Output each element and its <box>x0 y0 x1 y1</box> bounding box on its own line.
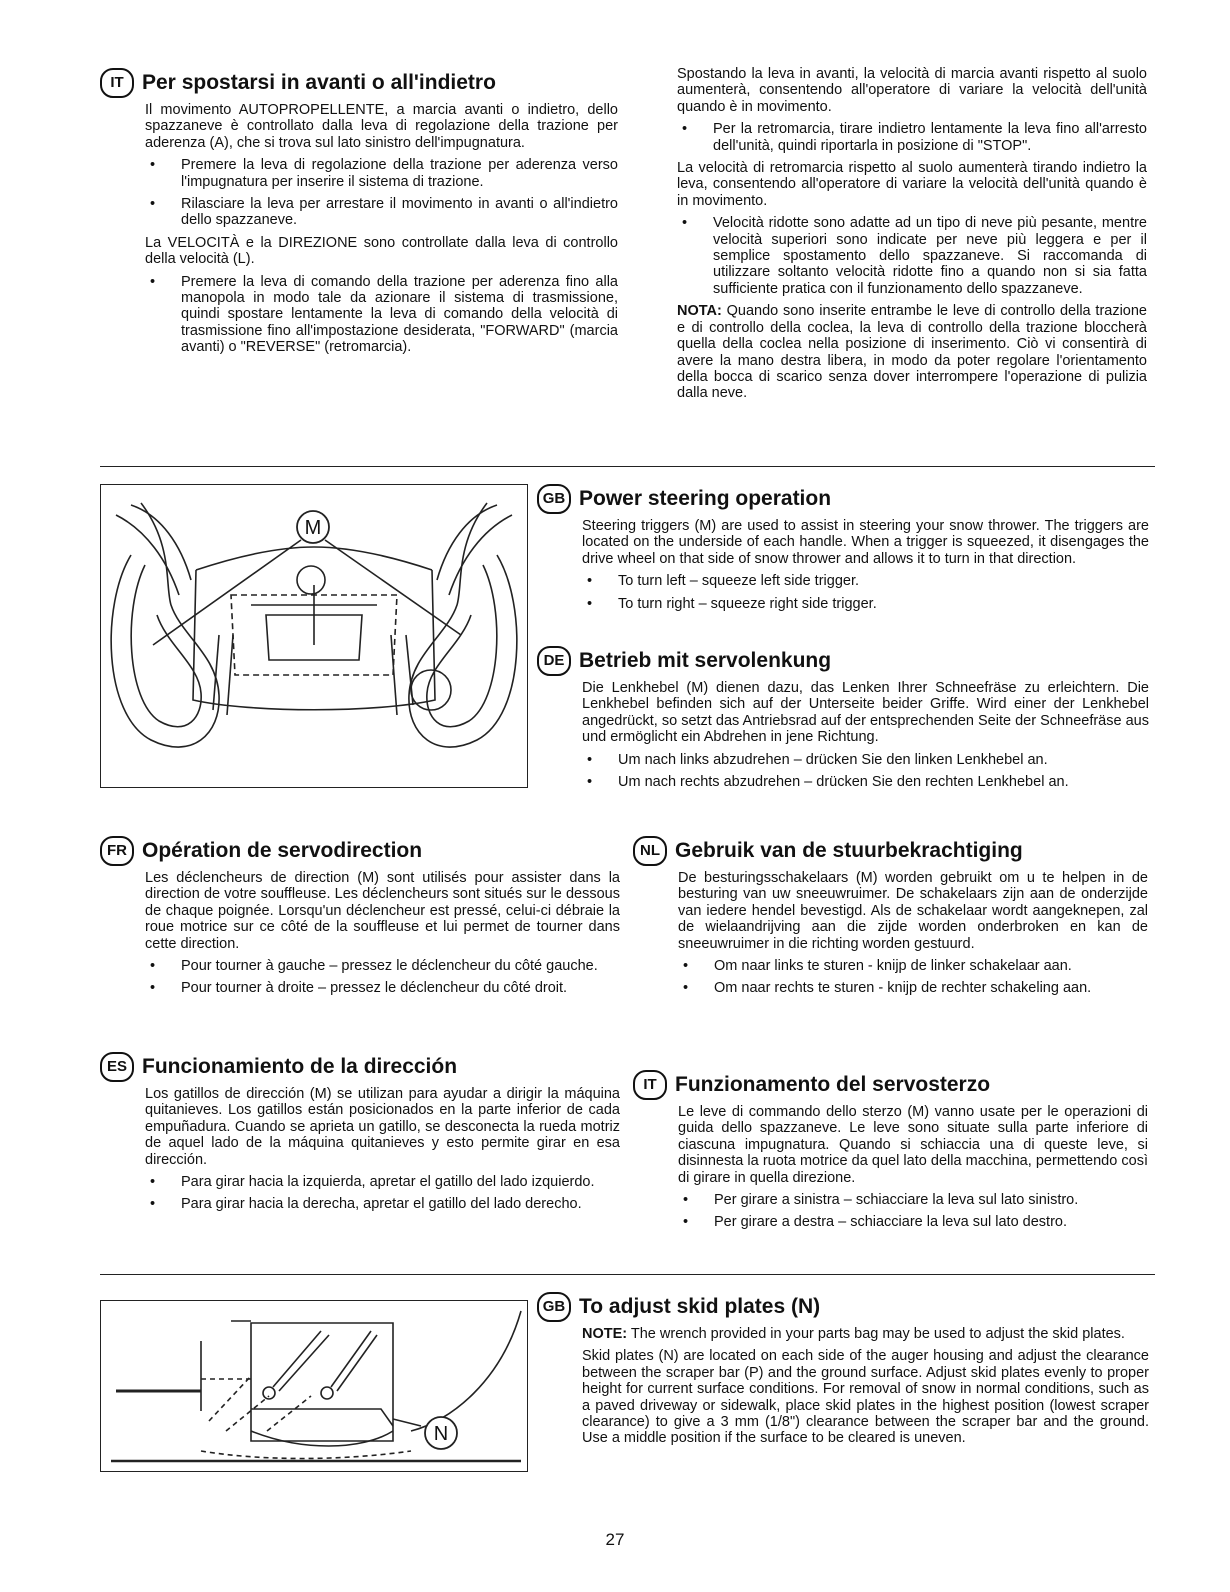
section-heading <box>100 1052 620 1082</box>
note-text: The wrench provided in your parts bag may be used to adjust the skid plates. <box>627 1326 1125 1342</box>
section-heading <box>633 1070 1148 1100</box>
paragraph: De besturingsschakelaars (M) worden gebruikt om u te helpen in de besturing van uw sneeuwruimer. De schakelaars zijn aan de onderzijde van iedere hendel bevestigd. Als de schakelaar wordt aangeknepen, zal de wielaandrijving aan die zijde worden onderbroken en kan de sneeuwruimer in die richting worden gestuurd. <box>678 870 1148 952</box>
lang-badge-icon: GB <box>537 1292 571 1322</box>
lang-badge-icon: GB <box>537 484 571 514</box>
divider <box>100 1274 1155 1275</box>
note-paragraph <box>582 1326 1149 1342</box>
paragraph: Le leve di commando dello sterzo (M) vanno usate per le operazioni di guida dello spazzaneve. Le leve sono situate sulla parte inferiore di ciascuna impugnatura. Quando si schiaccia una di queste leve, si disinnesta la ruota motrice da quel lato della macchina, permettendo così di girare in quella direzione. <box>678 1104 1148 1186</box>
section-title: Funcionamiento de la dirección <box>142 1055 458 1078</box>
bullet-item: • Premere la leva di regolazione della trazione per aderenza verso l'impugnatura per inserire il sistema di trazione. <box>145 157 618 190</box>
bullet-item: • Pour tourner à gauche – pressez le déclencheur du côté gauche. <box>145 958 620 974</box>
section-nl-stuurbekrachtiging <box>633 836 1148 1003</box>
section-heading <box>633 836 1148 866</box>
lang-badge-icon: ES <box>100 1052 134 1082</box>
bullet-item: • Rilasciare la leva per arrestare il movimento in avanti o all'indietro dello spazzaneve. <box>145 196 618 229</box>
paragraph: La velocità di retromarcia rispetto al suolo aumenterà tirando indietro la leva, consentendo all'operatore di variare la velocità dell'unità quando è in movimento. <box>677 160 1147 209</box>
section-title: Per spostarsi in avanti o all'indietro <box>142 71 496 94</box>
section-it-forward-reverse <box>100 68 618 362</box>
lang-badge-icon: FR <box>100 836 134 866</box>
bullet-item: • Um nach rechts abzudrehen – drücken Sie den rechten Lenkhebel an. <box>582 774 1149 790</box>
section-fr-servodirection <box>100 836 620 1003</box>
paragraph: Die Lenkhebel (M) dienen dazu, das Lenken Ihrer Schneefräse zu erleichtern. Die Lenkhebel befinden sich auf der Unterseite beider Griffe. Wird einer der Lenkhebel angedrückt, so setzt das Antriebsrad auf der entsprechenden Seite der Schneefräse aus und ermöglicht ein Abdrehen in jene Richtung. <box>582 680 1149 746</box>
bullet-item: • Premere la leva di comando della trazione per aderenza fino alla manopola in modo tale da azionare il sistema di trasmissione, quindi spostare lentamente la leva di comando della velocità di trasmissione fino all'impostazione desiderata, "FORWARD" (marcia avanti) o "REVERSE" (retromarcia). <box>145 274 618 356</box>
bullet-item: • Um nach links abzudrehen – drücken Sie den linken Lenkhebel an. <box>582 752 1149 768</box>
section-heading <box>537 1292 1149 1322</box>
section-title: Power steering operation <box>579 487 832 510</box>
bullet-item: • Pour tourner à droite – pressez le déclencheur du côté droit. <box>145 980 620 996</box>
figure-steering-triggers <box>100 484 528 788</box>
bullet-item: • Para girar hacia la derecha, apretar el gatillo del lado derecho. <box>145 1196 620 1212</box>
handle-diagram <box>101 485 527 787</box>
page-number: 27 <box>605 1530 625 1549</box>
lang-badge-icon: NL <box>633 836 667 866</box>
figure-skid-plates <box>100 1300 528 1472</box>
note-label: NOTE: <box>582 1326 628 1342</box>
section-heading <box>537 646 1149 676</box>
bullet-item: • Om naar links te sturen - knijp de linker schakelaar aan. <box>678 958 1148 974</box>
bullet-item: • Velocità ridotte sono adatte ad un tipo di neve più pesante, mentre velocità superiori sono indicate per neve più leggera e per il semplice spostamento dello spazzaneve. Si raccomanda di utilizzare soltanto velocità ridotte fino a quando non si sia fatta sufficiente pratica con il funzionamento dello spazzaneve. <box>677 215 1147 297</box>
section-gb-skid-plates <box>537 1292 1149 1453</box>
note-paragraph <box>677 303 1147 401</box>
section-title: Funzionamento del servosterzo <box>675 1073 991 1096</box>
section-de-servolenkung <box>537 646 1149 796</box>
section-it-servosterzo <box>633 1070 1148 1237</box>
paragraph: Les déclencheurs de direction (M) sont utilisés pour assister dans la direction de votre souffleuse. Les déclencheurs sont situés sur le dessous de chaque poignée. Lorsqu'un déclencheur est pressé, celui-ci débraie la roue motrice sur ce côté de la souffleuse et lui permet de tourner dans cette direction. <box>145 870 620 952</box>
bullet-item: • Per girare a destra – schiacciare la leva sul lato destro. <box>678 1214 1148 1230</box>
bullet-item: • Per la retromarcia, tirare indietro lentamente la leva fino all'arresto dell'unità, quindi riportarla in posizione di "STOP". <box>677 121 1147 154</box>
bullet-item: • To turn left – squeeze left side trigger. <box>582 573 1149 589</box>
section-heading <box>100 68 618 98</box>
bullet-item: • Para girar hacia la izquierda, apretar el gatillo del lado izquierdo. <box>145 1174 620 1190</box>
note-text: Quando sono inserite entrambe le leve di controllo della trazione e di controllo della coclea, la leva di controllo della trazione bloccherà quella della coclea nella posizione di inserimento. Ciò vi consentirà di avere la mano destra libera, in modo da poter regolare l'orientamento della bocca di scarico senza dover interrompere l'operazione di pulizia dalla neve. <box>677 303 1147 402</box>
lang-badge-icon: IT <box>100 68 134 98</box>
bullet-item: • Om naar rechts te sturen - knijp de rechter schakeling aan. <box>678 980 1148 996</box>
callout-n-label: N <box>433 1423 449 1445</box>
note-label: NOTA: <box>677 303 722 320</box>
section-heading <box>100 836 620 866</box>
lang-badge-icon: DE <box>537 646 571 676</box>
paragraph: Los gatillos de dirección (M) se utilizan para ayudar a dirigir la máquina quitanieves. Los gatillos están posicionados en la parte inferior de cada empuñadura. Cuando se aprieta un gatillo, se desconecta la rueda motriz de aquel lado de la máquina quitanieves y esto permite girar en esa dirección. <box>145 1086 620 1168</box>
lang-badge-icon: IT <box>633 1070 667 1100</box>
section-heading <box>537 484 1149 514</box>
paragraph: Skid plates (N) are located on each side of the auger housing and adjust the clearance between the scraper bar (P) and the ground surface. Adjust skid plates evenly to proper height for current surface conditions. For removal of snow in normal conditions, such as a paved driveway or sidewalk, place skid plates in the highest position (lowest scraper clearance) to give a 3 mm (1/8") clearance between the scraper bar and the ground. Use a middle position if the surface to be cleared is uneven. <box>582 1348 1149 1447</box>
section-es-direccion <box>100 1052 620 1219</box>
bullet-item: • To turn right – squeeze right side trigger. <box>582 596 1149 612</box>
callout-m-label: M <box>304 517 322 539</box>
divider <box>100 466 1155 467</box>
skid-plate-diagram <box>101 1301 527 1471</box>
section-title: Opération de servodirection <box>142 839 423 862</box>
paragraph: La VELOCITÀ e la DIREZIONE sono controllate dalla leva di controllo della velocità (L). <box>145 234 618 268</box>
paragraph: Steering triggers (M) are used to assist in steering your snow thrower. The triggers are located on the underside of each handle. When a trigger is squeezed, it disengages the drive wheel on that side of snow thrower and allows it to turn in that direction. <box>582 518 1149 567</box>
section-it-continued <box>677 66 1147 408</box>
section-gb-power-steering <box>537 484 1149 618</box>
section-title: To adjust skid plates (N) <box>579 1295 821 1318</box>
section-title: Gebruik van de stuurbekrachtiging <box>675 839 1023 862</box>
paragraph: Il movimento AUTOPROPELLENTE, a marcia avanti o indietro, dello spazzaneve è controllato dalla leva di regolazione della trazione per aderenza (A), che si trova sul lato sinistro dell'impugnatura. <box>145 102 618 151</box>
section-title: Betrieb mit servolenkung <box>579 649 832 672</box>
bullet-item: • Per girare a sinistra – schiacciare la leva sul lato sinistro. <box>678 1192 1148 1208</box>
paragraph: Spostando la leva in avanti, la velocità di marcia avanti rispetto al suolo aumenterà, consentendo all'operatore di variare la velocità dell'unità quando è in movimento. <box>677 66 1147 115</box>
